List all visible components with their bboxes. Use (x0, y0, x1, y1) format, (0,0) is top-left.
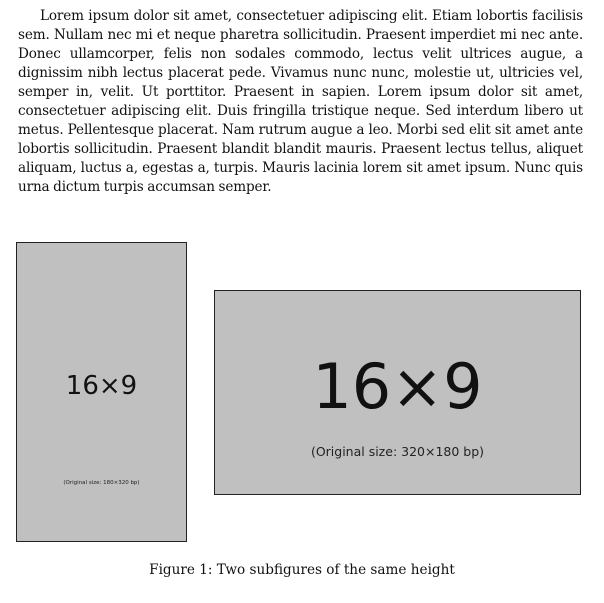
subfigure-portrait-original-size: (Original size: 180×320 bp) (63, 480, 140, 486)
body-paragraph: Lorem ipsum dolor sit amet, consectetuer adipiscing elit. Etiam lobortis facilisis sem. Nullam nec mi et neque pharetra sollicitudin. Praesent imperdiet mi nec ante. Donec ullamcorper, felis non sodales commodo, lectus velit ultrices augue, a dignissim nibh lectus placerat pede. Vivamus nunc nunc, molestie ut, ultricies vel, semper in, velit. Ut porttitor. Praesent in sapien. Lorem ipsum dolor sit amet, consectetuer adipiscing elit. Duis fringilla tristique neque. Sed interdum libero ut metus. Pellentesque placerat. Nam rutrum augue a leo. Morbi sed elit sit amet ante lobortis sollicitudin. Praesent blandit blandit mauris. Praesent lectus tellus, aliquet aliquam, luctus a, egestas a, turpis. Mauris lacinia lorem sit amet ipsum. Nunc quis urna dictum turpis accumsan semper. (18, 8, 583, 195)
subfigure-landscape-original-size: (Original size: 320×180 bp) (310, 444, 485, 459)
figure-caption: Figure 1: Two subfigures of the same height (149, 562, 455, 578)
subfigure-landscape (214, 290, 581, 495)
subfigure-portrait (16, 242, 187, 542)
subfigure-portrait-label: 16×9 (65, 371, 138, 401)
subfigure-landscape-label: 16×9 (312, 350, 483, 423)
